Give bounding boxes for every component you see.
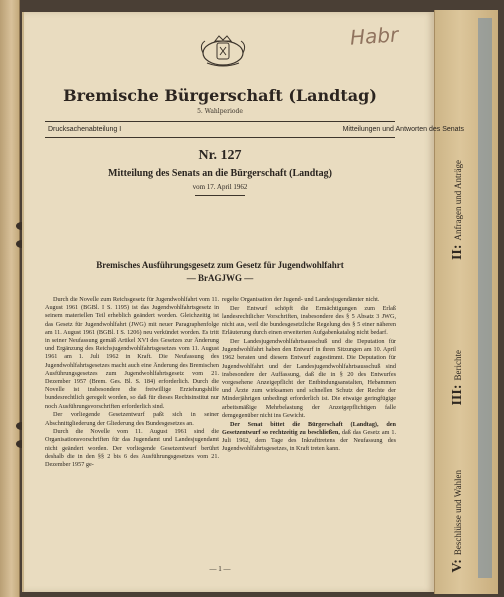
tab-roman: II: bbox=[450, 244, 465, 261]
department-label: Drucksachenabteilung I bbox=[48, 126, 122, 133]
paragraph: Durch die Novelle vom 11. August 1961 sind die Organisationsvorschriften für das Jugendamt und Landesjugendamt nicht geändert worden. Der vorliegende Gesetzentwurf berührt deshalb die in den §§ 2 bis 6 des Ausführungsgesetzes vom 21. Dezember 1957 ge- bbox=[45, 428, 219, 469]
document-number: Nr. 127 bbox=[198, 148, 242, 163]
paragraph: Der vorliegende Gesetzentwurf paßt sich in seiner Abschnittgliederung der Gliederung des Bundesgesetzes an. bbox=[45, 411, 219, 427]
tab-roman: III: bbox=[450, 384, 465, 406]
closing-paragraph bbox=[222, 421, 396, 454]
right-column bbox=[222, 296, 396, 454]
divider bbox=[195, 195, 245, 196]
tab-beschluesse[interactable] bbox=[449, 470, 467, 573]
paragraph: regelte Organisation der Jugend- und Landesjugendämter nicht. bbox=[222, 296, 380, 303]
closing-rest: daß das Gesetz am 1. Juli 1962, dem Tage des Inkrafttretens der Neufassung des Jugendwohlfahrtsgesetzes, in Kraft treten kann. bbox=[222, 428, 396, 453]
binder-edge bbox=[478, 18, 492, 578]
document-date: vom 17. April 1962 bbox=[192, 183, 248, 191]
paragraph: Der Landesjugendwohlfahrtsausschuß und die Deputation für Jugendwohlfahrt haben den Entwurf in ihren Sitzungen am 10. April 1962 beraten und diesem Entwurf zugestimmt. Die Deputation für Jugendwohlfahrt und der Landesjugendwohlfahrtsausschuß sind insbesondere der Auffassung, daß die in § 20 des Entwurfes vorgesehene Anzeigepflicht der Entbindungsanstalten, Hebammen und Ärzte zum wirksamen und schnellen Schutz der Rechte der Minderjährigen unbedingt erforderlich ist. Die etwaige geringfügige arbeitsmäßige Mehrbelastung der Anzeigepflichtigen falle demgegenüber nicht ins Gewicht. bbox=[222, 338, 396, 419]
paragraph: Durch die Novelle zum Reichsgesetz für Jugendwohlfahrt vom 11. August 1961 (BGBl. I S. 1195) ist das Jugendwohlfahrtsgesetz in seinem materiellen Teil erheblich geändert worden. Gleichzeitig ist das Gesetz für Jugendwohlfahrt (JWG) mit neuer Paragraphenfolge am 11. August 1961 (BGBl. I S. 1206) neu verkündet worden. Es tritt in seiner Neufassung gemäß Artikel XVI des Gesetzes zur Änderung und Ergänzung des Reichsjugendwohlfahrtsgesetzes vom 11. August 1961 am 1. Juli 1962 in Kraft. Die Neufassung des Jugendwohlfahrtsgesetzes macht auch eine Änderung des Bremischen Ausführungsgesetzes zum Jugendwohlfahrtsgesetz vom 21. Dezember 1957 (Brem. Ges. Bl. S. 184) erforderlich. Durch die Novelle ist insbesondere die freiwillige Erziehungshilfe bundesrechtlich geregelt worden, so daß für dieses Rechtsinstitut nur noch Ausführungsvorschriften erforderlich sind. bbox=[45, 296, 219, 410]
tab-anfragen[interactable] bbox=[449, 160, 467, 260]
closing-bold: Der Senat bittet die Bürgerschaft (Landtag), den Gesetzentwurf so rechtzeitig zu beschließen, bbox=[222, 420, 396, 436]
section-label: Mitteilungen und Antworten des Senats bbox=[342, 126, 464, 133]
document-heading: Mitteilung des Senats an die Bürgerschaft (Landtag) bbox=[108, 168, 332, 179]
law-abbreviation: — BrAGJWG — bbox=[186, 272, 254, 283]
tab-roman: V: bbox=[450, 559, 465, 573]
binder-left-strip bbox=[0, 0, 20, 597]
tab-text: Anfragen und Anträge bbox=[453, 160, 463, 241]
coat-of-arms-icon bbox=[195, 33, 251, 69]
law-title bbox=[30, 259, 410, 284]
tab-text: Berichte bbox=[453, 350, 463, 381]
handwritten-note: Habr bbox=[349, 22, 399, 50]
law-title-line: Bremisches Ausführungsgesetz zum Gesetz für Jugendwohlfahrt bbox=[96, 260, 344, 270]
tab-berichte[interactable] bbox=[449, 350, 467, 406]
divider bbox=[45, 121, 395, 122]
left-column bbox=[45, 296, 219, 470]
page-number: — 1 — bbox=[209, 565, 231, 573]
parliament-title: Bremische Bürgerschaft (Landtag) bbox=[63, 86, 377, 105]
legislative-period: 5. Wahlperiode bbox=[197, 108, 243, 115]
divider bbox=[45, 137, 395, 138]
paragraph: Der Entwurf schöpft die Ermächtigungen zum Erlaß landesrechtlicher Vorschriften, insbesondere des § 5 Absatz 3 JWG, nicht aus, weil die bundesgesetzliche Regelung des § 5 einer näheren Erläuterung durch einen erweiterten Aufgabenkatalog nicht bedarf. bbox=[222, 304, 396, 337]
tab-text: Beschlüsse und Wahlen bbox=[453, 470, 463, 556]
